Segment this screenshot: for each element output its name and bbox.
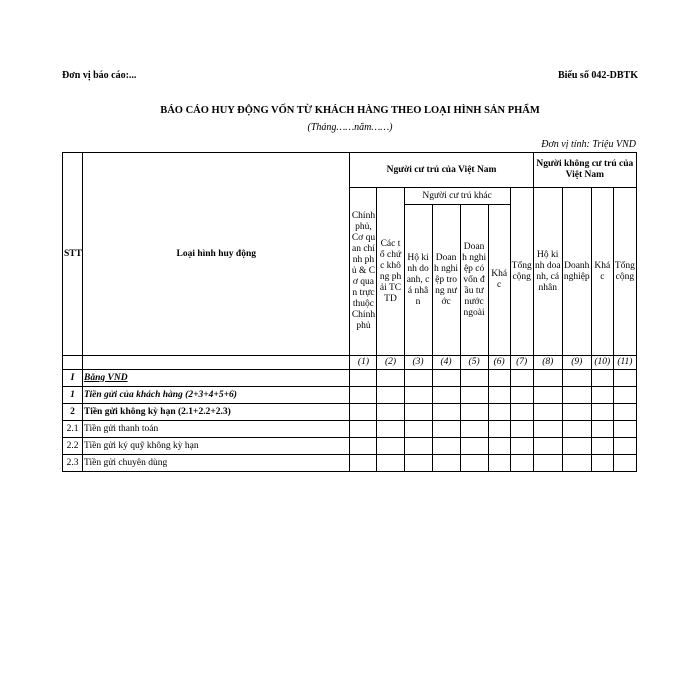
row-label: Bằng VND	[83, 370, 350, 387]
row-stt: 2.2	[63, 438, 83, 455]
col-header-stt: STT	[63, 153, 83, 356]
col-header-1: Chính phủ, Cơ quan chính phủ & Cơ quan trực thuộc Chính phủ	[350, 188, 377, 356]
column-number: (2)	[377, 356, 404, 370]
col-header-5: Doanh nghiệp có vốn đầu tư nước ngoài	[460, 205, 488, 356]
report-period: (Tháng……năm……)	[307, 122, 393, 133]
column-number: (10)	[591, 356, 613, 370]
row-label: Tiền gửi của khách hàng (2+3+4+5+6)	[83, 387, 350, 404]
col-header-7: Tổng cộng	[510, 188, 533, 356]
col-header-8: Hộ kinh doanh, cá nhân	[533, 188, 562, 356]
row-label: Tiền gửi thanh toán	[83, 421, 350, 438]
column-number: (5)	[460, 356, 488, 370]
table-row	[63, 404, 637, 421]
group-header-nonresident: Người không cư trú của Việt Nam	[533, 153, 636, 188]
row-stt: 2.1	[63, 421, 83, 438]
report-title: BÁO CÁO HUY ĐỘNG VỐN TỪ KHÁCH HÀNG THEO LOẠI HÌNH SẢN PHẨM	[160, 105, 540, 116]
row-stt: I	[63, 370, 83, 387]
col-header-type: Loại hình huy động	[83, 153, 350, 356]
table-row	[63, 387, 637, 404]
col-header-6: Khác	[488, 205, 510, 356]
row-stt: 1	[63, 387, 83, 404]
subgroup-header-other-resident: Người cư trú khác	[404, 188, 510, 205]
column-number: (3)	[404, 356, 432, 370]
column-number: (7)	[510, 356, 533, 370]
unit-label: Đơn vị tính: Triệu VND	[541, 139, 636, 150]
column-number: (9)	[562, 356, 591, 370]
col-header-2: Các tổ chức không phải TCTD	[377, 188, 404, 356]
table-row	[63, 370, 637, 387]
reporting-unit: Đơn vị báo cáo:...	[62, 70, 137, 81]
form-code: Biểu số 042-DBTK	[557, 70, 638, 81]
row-label: Tiền gửi chuyên dùng	[83, 455, 350, 472]
table-row	[63, 455, 637, 472]
row-label: Tiền gửi không kỳ hạn (2.1+2.2+2.3)	[83, 404, 350, 421]
col-header-11: Tổng cộng	[613, 188, 636, 356]
col-header-3: Hộ kinh doanh, cá nhân	[404, 205, 432, 356]
row-stt: 2	[63, 404, 83, 421]
column-number-row	[63, 356, 637, 370]
col-header-4: Doanh nghiệp trong nước	[432, 205, 460, 356]
table-row	[63, 421, 637, 438]
table-row	[63, 438, 637, 455]
row-stt: 2.3	[63, 455, 83, 472]
column-number: (11)	[613, 356, 636, 370]
column-number: (4)	[432, 356, 460, 370]
column-number: (8)	[533, 356, 562, 370]
col-header-10: Khác	[591, 188, 613, 356]
column-number: (6)	[488, 356, 510, 370]
row-label: Tiền gửi ký quỹ không kỳ hạn	[83, 438, 350, 455]
column-number: (1)	[350, 356, 377, 370]
group-header-resident: Người cư trú của Việt Nam	[350, 153, 533, 188]
report-table	[62, 152, 637, 472]
col-header-9: Doanh nghiệp	[562, 188, 591, 356]
